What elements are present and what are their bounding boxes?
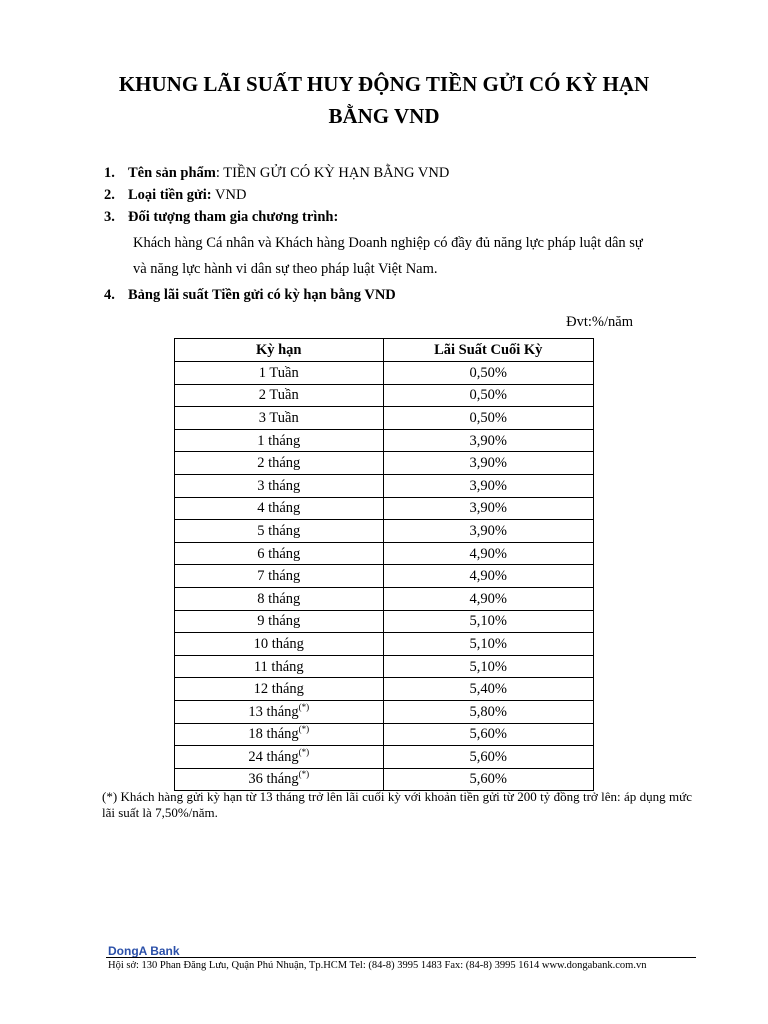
term-cell [175,474,384,497]
term-label: 5 tháng [257,522,301,539]
list-item-label: Tên sản phẩm [128,165,216,181]
term-cell [175,655,384,678]
term-cell [175,565,384,588]
term-label: 7 tháng [257,568,301,585]
rate-cell: 3,90% [383,520,594,543]
rate-cell: 3,90% [383,429,594,452]
table-row [175,655,594,678]
unit-label: Đvt:%/năm [566,314,633,330]
table-row [175,565,594,588]
rate-cell: 3,90% [383,497,594,520]
term-label: 1 tháng [257,432,301,449]
term-label: 11 tháng [253,658,304,675]
term-cell [175,610,384,633]
document-title [60,68,708,132]
list-item-number: 2. [104,187,115,203]
term-label: 6 tháng [257,545,301,562]
column-header-rate: Lãi Suất Cuối Kỳ [383,339,594,362]
term-cell [175,700,384,723]
term-cell [175,542,384,565]
term-label: 3 Tuần [258,409,299,426]
eligibility-description-line-1: Khách hàng Cá nhân và Khách hàng Doanh nghiệp có đầy đủ năng lực pháp luật dân sự [133,235,643,251]
table-row [175,542,594,565]
list-item-number: 3. [104,209,115,225]
footer-divider [106,957,696,958]
table-row [175,384,594,407]
rate-cell: 5,10% [383,633,594,656]
table-row [175,497,594,520]
bank-brand: DongA Bank [108,944,180,958]
rate-cell: 5,60% [383,768,594,791]
term-cell [175,678,384,701]
term-label: 2 Tuần [258,387,299,404]
list-item-value: VND [215,187,247,203]
table-row [175,520,594,543]
footer-contact-info: Hội sở: 130 Phan Đăng Lưu, Quận Phú Nhuận, Tp.HCM Tel: (84-8) 3995 1483 Fax: (84-8) 3995 1614 www.dongabank.com.vn [108,960,647,971]
table-row [175,768,594,791]
term-cell [175,633,384,656]
table-body [175,362,594,791]
table-row [175,610,594,633]
rate-cell: 0,50% [383,407,594,430]
rate-cell: 5,60% [383,723,594,746]
table-row [175,746,594,769]
term-cell [175,497,384,520]
list-item-rate-table [104,284,704,306]
term-label: 36 tháng [248,771,299,788]
rate-cell: 5,60% [383,746,594,769]
rate-cell: 3,90% [383,452,594,475]
table-header-row [175,339,594,362]
footnote-marker: (*) [298,769,310,780]
term-cell [175,362,384,385]
rate-cell: 5,80% [383,700,594,723]
list-item-product-name [104,162,704,184]
term-label: 4 tháng [257,500,301,517]
table-row [175,633,594,656]
list-item-number: 1. [104,165,115,181]
eligibility-description [104,230,704,282]
eligibility-description-line-2: và năng lực hành vi dân sự theo pháp luật Việt Nam. [133,261,438,277]
product-info-list [104,162,704,306]
table-row [175,429,594,452]
list-item-number: 4. [104,287,115,303]
term-label: 18 tháng [248,726,299,743]
table-row [175,407,594,430]
list-item-currency [104,184,704,206]
table-row [175,678,594,701]
term-cell [175,407,384,430]
rate-cell: 4,90% [383,587,594,610]
term-label: 3 tháng [257,477,301,494]
footnote-marker: (*) [298,724,310,735]
term-cell [175,429,384,452]
term-label: 24 tháng [248,748,299,765]
rate-cell: 4,90% [383,565,594,588]
list-item-eligibility [104,206,704,228]
document-title-line-2: BẰNG VND [328,104,440,128]
rate-cell: 5,10% [383,610,594,633]
list-item-separator: : [215,165,224,181]
list-item-value: TIỀN GỬI CÓ KỲ HẠN BẰNG VND [223,165,450,181]
term-label: 2 tháng [257,455,301,472]
list-item-label: Đối tượng tham gia chương trình: [128,209,339,225]
footnote-marker: (*) [298,701,310,712]
table-row [175,474,594,497]
rate-cell: 5,10% [383,655,594,678]
term-label: 13 tháng [248,703,299,720]
rate-cell: 4,90% [383,542,594,565]
footnote: (*) Khách hàng gửi kỳ hạn từ 13 tháng trở lên lãi cuối kỳ với khoản tiền gửi từ 200 tỷ đồng trở lên: áp dụng mức lãi suất là 7,50%/năm. [102,789,692,820]
term-cell [175,520,384,543]
term-label: 1 Tuần [258,364,299,381]
table-row [175,362,594,385]
table-row [175,700,594,723]
term-cell [175,768,384,791]
term-cell [175,452,384,475]
term-label: 10 tháng [253,635,304,652]
rate-cell: 5,40% [383,678,594,701]
rate-cell: 3,90% [383,474,594,497]
term-cell [175,746,384,769]
term-cell [175,587,384,610]
term-label: 8 tháng [257,590,301,607]
term-cell [175,384,384,407]
column-header-term: Kỳ hạn [175,339,384,362]
term-label: 9 tháng [257,613,301,630]
footnote-marker: (*) [298,746,310,757]
table-row [175,452,594,475]
table-row [175,587,594,610]
document-title-line-1: KHUNG LÃI SUẤT HUY ĐỘNG TIỀN GỬI CÓ KỲ HẠN [118,72,650,96]
list-item-label: Loại tiền gửi: [128,187,212,203]
table-row [175,723,594,746]
rate-cell: 0,50% [383,362,594,385]
list-item-label: Bảng lãi suất Tiền gửi có kỳ hạn bằng VND [128,287,396,303]
interest-rate-table [174,338,594,791]
term-cell [175,723,384,746]
term-label: 12 tháng [253,681,304,698]
rate-cell: 0,50% [383,384,594,407]
